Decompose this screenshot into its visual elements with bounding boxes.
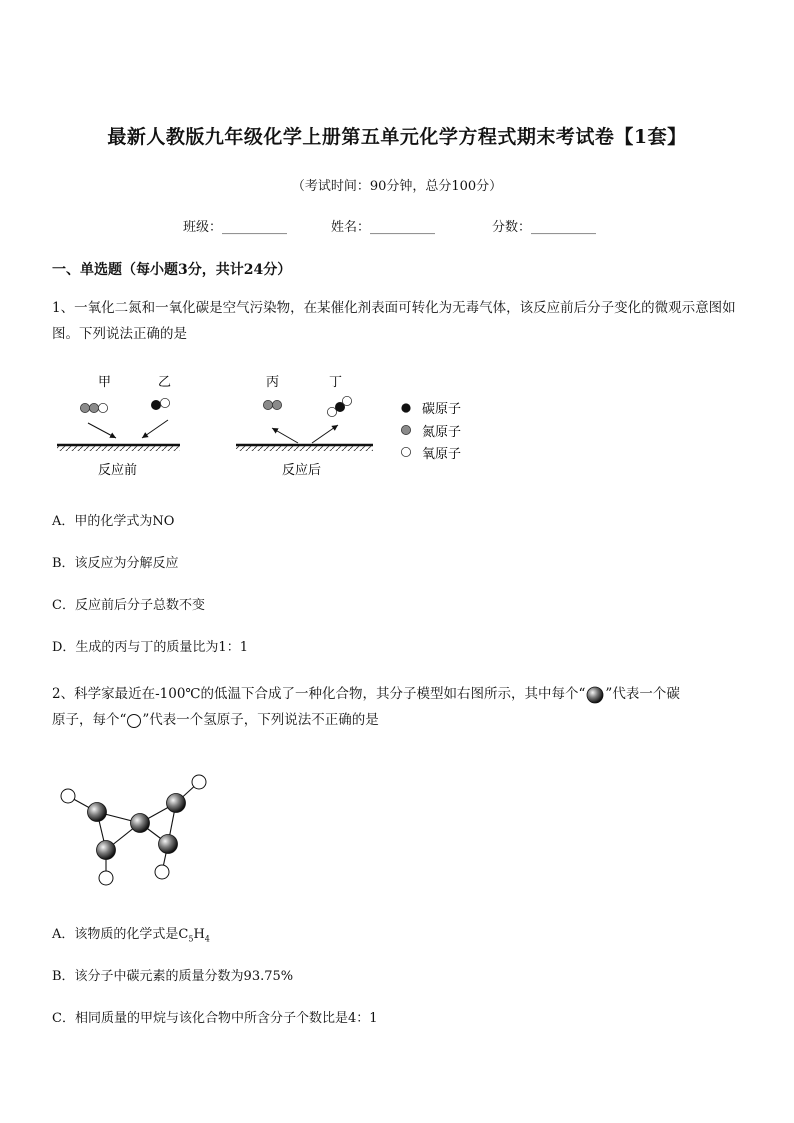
arrow-ding: [312, 425, 338, 443]
molecule-yi: [151, 398, 169, 409]
reaction-diagram: [50, 365, 490, 485]
arrow-jia: [88, 423, 116, 438]
label-yi: 乙: [158, 375, 172, 390]
score-blank: __________: [531, 220, 597, 235]
name-label: 姓名：: [331, 220, 371, 235]
label-before: 反应前: [98, 463, 138, 478]
class-label: 班级：: [183, 220, 223, 235]
carbon-ball-icon: [585, 685, 605, 705]
name-field: [331, 216, 435, 235]
score-field: [492, 216, 596, 235]
q2-stem-d: ”代表一个氢原子，下列说法不正确的是: [142, 712, 379, 728]
q2-option-a-sub1: 5: [188, 934, 194, 944]
q2-stem-c: 原子，每个“: [52, 712, 127, 728]
q2-stem-a: 2、科学家最近在-100℃的低温下合成了一种化合物，其分子模型如右图所示，其中每个“: [52, 686, 586, 702]
q1-option-c: C．反应前后分子总数不变: [52, 598, 205, 613]
legend-nitrogen: 氮原子: [422, 425, 462, 440]
legend-carbon: 碳原子: [422, 402, 462, 417]
arrow-yi: [142, 420, 168, 438]
class-blank: __________: [222, 220, 288, 235]
molecule-ding: [327, 396, 351, 416]
atom-legend: [401, 401, 461, 462]
q2-option-a: [52, 923, 210, 944]
hydrogen-ball-icon: [126, 713, 142, 729]
catalyst-surface-after: [236, 445, 373, 451]
q2-stem-b: ”代表一个碳: [605, 686, 680, 702]
section-heading: 一、单选题（每小题3分，共计24分）: [52, 262, 292, 278]
exam-subtitle: （考试时间：90分钟，总分100分）: [291, 179, 503, 194]
q1-option-d: D．生成的丙与丁的质量比为1：1: [52, 640, 248, 655]
catalyst-surface-before: [57, 445, 180, 451]
score-label: 分数：: [492, 220, 532, 235]
q1-option-a: A．甲的化学式为NO: [52, 514, 175, 529]
molecule-model-c5h4: [52, 768, 222, 893]
legend-oxygen: 氧原子: [422, 447, 462, 462]
name-blank: __________: [370, 220, 436, 235]
question-2-stem: [52, 681, 762, 733]
page-title: 最新人教版九年级化学上册第五单元化学方程式期末考试卷【1套】: [107, 126, 687, 148]
label-bing: 丙: [266, 375, 280, 390]
q2-option-a-h: H: [193, 927, 205, 942]
label-ding: 丁: [329, 375, 343, 390]
label-after: 反应后: [282, 463, 322, 478]
q2-option-a-text: A．该物质的化学式是C: [52, 927, 189, 942]
q2-option-b: B．该分子中碳元素的质量分数为93.75%: [52, 969, 294, 984]
label-jia: 甲: [98, 375, 112, 390]
arrow-bing: [272, 428, 298, 443]
molecule-bing: [263, 400, 281, 409]
q2-option-a-sub2: 4: [204, 934, 210, 944]
molecule-jia: [80, 403, 107, 412]
carbon-atoms: [88, 794, 186, 860]
q2-option-c: C．相同质量的甲烷与该化合物中所含分子个数比是4：1: [52, 1011, 378, 1026]
question-1-stem: 1、一氧化二氮和一氧化碳是空气污染物，在某催化剂表面可转化为无毒气体，该反应前后分子变化的微观示意图如图。下列说法正确的是: [52, 300, 736, 342]
q1-option-b: B．该反应为分解反应: [52, 556, 179, 571]
class-field: [183, 216, 287, 235]
